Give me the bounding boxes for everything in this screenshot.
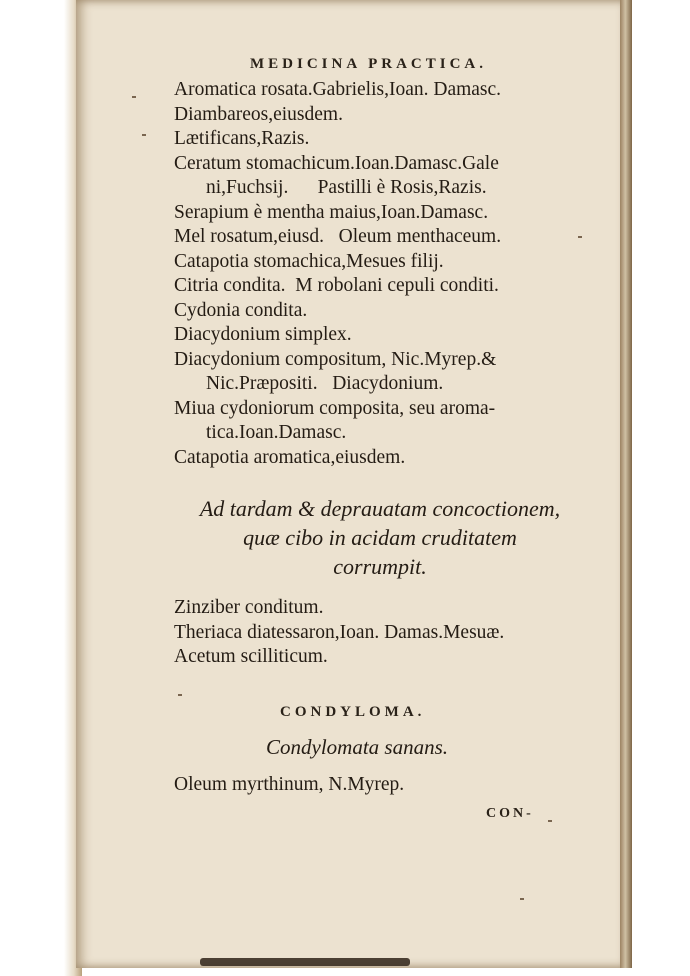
section-entry-line: Theriaca diatessaron,Ioan. Damas.Mesuæ. [174, 621, 505, 643]
condyloma-entry: Oleum myrthinum, N.Myrep. [174, 774, 405, 795]
ink-speck [178, 694, 182, 696]
ink-speck [578, 236, 582, 238]
entry-line: Aromatica rosata.Gabrielis,Ioan. Damasc. [174, 79, 502, 100]
entry-line: Ceratum stomachicum.Ioan.Damasc.Gale [174, 152, 499, 174]
section-entries-list [174, 596, 614, 670]
section-entry-line: Zinziber conditum. [174, 597, 324, 618]
entry-line: Diacydonium simplex. [174, 324, 352, 345]
entry-line: Catapotia stomachica,Mesues filij. [174, 250, 444, 272]
entry-line: Citria condita. M robolani cepuli conditi. [174, 275, 499, 296]
entry-line: Cydonia condita. [174, 299, 308, 321]
entry-line-continuation: tica.Ioan.Damasc. [206, 422, 347, 443]
entry-line: Diambareos,eiusdem. [174, 103, 343, 125]
running-header: MEDICINA PRACTICA. [250, 56, 488, 72]
entry-line: Lætificans,Razis. [174, 128, 310, 149]
entry-line-continuation: Nic.Præpositi. Diacydonium. [206, 373, 444, 394]
section-heading-line: Ad tardam & deprauatam concoctionem, [199, 496, 561, 521]
entries-list [174, 78, 614, 470]
section-heading [150, 494, 610, 581]
section-heading-line: corrumpit. [333, 554, 427, 579]
entry-line: Diacydonium compositum, Nic.Myrep.& [174, 348, 497, 370]
entry-line: Catapotia aromatica,eiusdem. [174, 446, 406, 468]
entry-line: Miua cydoniorum composita, seu aroma- [174, 397, 496, 419]
ink-speck [132, 96, 136, 98]
page-edge [620, 0, 632, 968]
entry-line: Serapium è mentha maius,Ioan.Damasc. [174, 201, 489, 223]
entry-line: Mel rosatum,eiusd. Oleum menthaceum. [174, 226, 502, 247]
ink-speck [548, 820, 552, 822]
book-spine-margin [0, 0, 82, 976]
bottom-shadow [200, 958, 410, 966]
catchword: CON- [486, 806, 534, 821]
ink-speck [142, 134, 146, 136]
condyloma-subheading: Condylomata sanans. [266, 735, 449, 759]
section-heading-line: quæ cibo in acidam cruditatem [243, 525, 517, 550]
entry-line-continuation: ni,Fuchsij. Pastilli è Rosis,Razis. [206, 177, 487, 198]
condyloma-header: CONDYLOMA. [280, 704, 426, 720]
section-entry-line: Acetum scilliticum. [174, 646, 328, 667]
ink-speck [520, 898, 524, 900]
